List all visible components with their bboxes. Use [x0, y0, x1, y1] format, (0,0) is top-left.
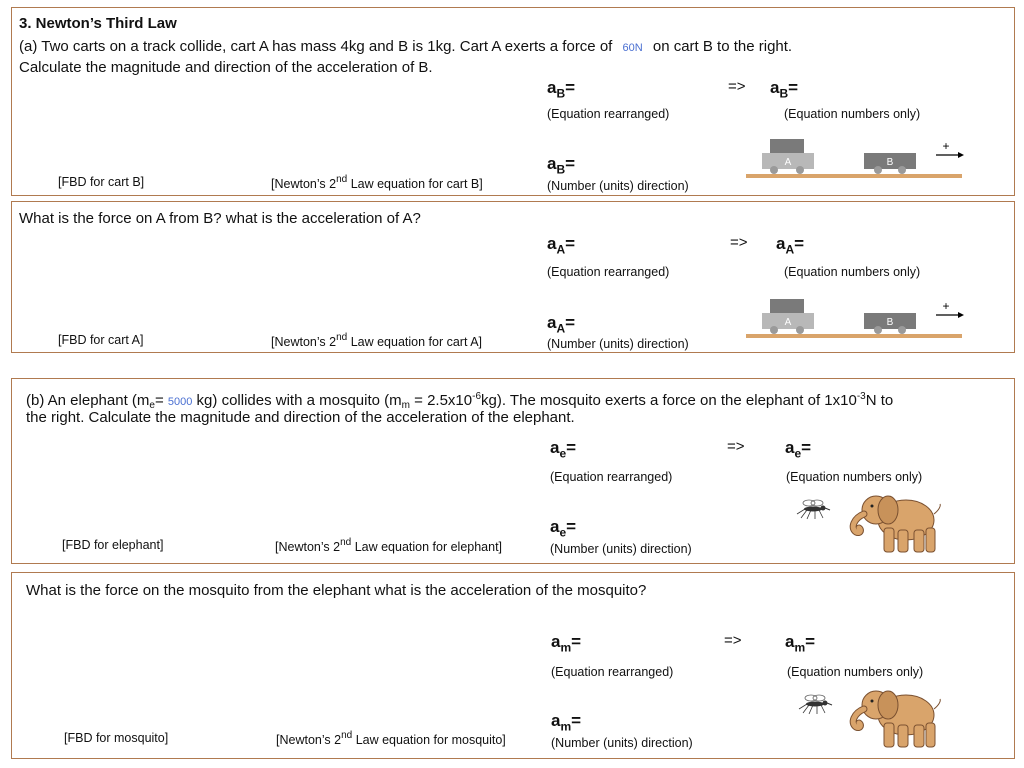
cart-b-wheel — [898, 166, 906, 174]
eq-rearranged-aA: $a_A=$ — [547, 234, 576, 257]
eq-rearranged-am: $a_m=$ — [551, 632, 582, 655]
question-text: on cart B to the right. — [652, 38, 793, 55]
number-units-label: (Number (units) direction) — [551, 736, 693, 750]
cart-b-label: B — [886, 317, 894, 328]
part-a2-question: What is the force on A from B? what is the acceleration of A? — [19, 210, 421, 227]
implies-arrow: => — [727, 438, 745, 455]
part-b-question-line2: the right. Calculate the magnitude and direction of the acceleration of the elephant. — [26, 409, 575, 426]
plus-sign: + — [942, 139, 950, 153]
number-units-label: (Number (units) direction) — [547, 179, 689, 193]
numbers-only-label: (Equation numbers only) — [786, 470, 923, 484]
numbers-only-label: (Equation numbers only) — [787, 665, 924, 679]
fbd-label: [FBD for mosquito] — [64, 731, 169, 745]
elephant-illustration — [846, 683, 946, 751]
cart-a-wheel — [770, 166, 778, 174]
force-value-annotation: 60N — [622, 42, 643, 54]
numbers-only-label: (Equation numbers only) — [784, 265, 921, 279]
cart-b-wheel — [874, 166, 882, 174]
fbd-label: [FBD for elephant] — [62, 538, 164, 552]
cart-a-top — [770, 139, 804, 153]
rearranged-label: (Equation rearranged) — [547, 107, 670, 121]
eq-numbers-ae: $a_e=$ — [785, 438, 812, 461]
newton-law-label: [Newton’s 2nd Law equation for elephant] — [275, 537, 503, 554]
part-a-question-line2: Calculate the magnitude and direction of the acceleration of B. — [19, 59, 433, 76]
numbers-only-label: (Equation numbers only) — [784, 107, 921, 121]
fbd-label: [FBD for cart B] — [58, 175, 145, 189]
part-b2-question: What is the force on the mosquito from the elephant what is the acceleration of the mosquito? — [26, 582, 647, 599]
elephant-illustration — [846, 488, 946, 556]
eq-numbers-aA: $a_A=$ — [776, 234, 805, 257]
eq-final-aB: $a_B=$ — [547, 154, 576, 177]
eq-numbers-aB: $a_B=$ — [770, 78, 799, 101]
cart-b-wheel — [898, 326, 906, 334]
cart-a-label: A — [784, 157, 792, 168]
eq-numbers-am: $a_m=$ — [785, 632, 816, 655]
positive-direction-arrowhead — [958, 152, 964, 158]
plus-sign: + — [942, 299, 950, 313]
cart-a-wheel — [796, 166, 804, 174]
part-a-question-line1 — [19, 38, 792, 57]
number-units-label: (Number (units) direction) — [550, 542, 692, 556]
implies-arrow: => — [728, 78, 746, 95]
fbd-label: [FBD for cart A] — [58, 333, 144, 347]
cart-b-wheel — [874, 326, 882, 334]
question-text: (a) Two carts on a track collide, cart A has mass 4kg and B is 1kg. Cart A exerts a force of — [19, 38, 613, 55]
number-units-label: (Number (units) direction) — [547, 337, 689, 351]
eq-rearranged-aB: $a_B=$ — [547, 78, 576, 101]
mosquito-illustration — [795, 498, 831, 520]
cart-b-label: B — [886, 157, 894, 168]
track — [746, 334, 962, 338]
implies-arrow: => — [724, 632, 742, 649]
newton-law-label: [Newton’s 2nd Law equation for cart A] — [271, 332, 483, 349]
newton-law-label: [Newton’s 2nd Law equation for mosquito] — [276, 730, 506, 747]
section-heading: 3. Newton’s Third Law — [19, 15, 177, 32]
eq-final-aA: $a_A=$ — [547, 313, 576, 336]
mosquito-illustration — [797, 693, 833, 715]
cart-a-wheel — [770, 326, 778, 334]
cart-diagram — [740, 135, 970, 185]
positive-direction-arrowhead — [958, 312, 964, 318]
cart-a-top — [770, 299, 804, 313]
mass-value-annotation: 5000 — [167, 396, 193, 408]
cart-a-label: A — [784, 317, 792, 328]
cart-a-wheel — [796, 326, 804, 334]
rearranged-label: (Equation rearranged) — [550, 470, 673, 484]
eq-final-ae: $a_e=$ — [550, 517, 577, 540]
newton-law-label: [Newton’s 2nd Law equation for cart B] — [271, 174, 483, 191]
part-b-question-line1: (b) An elephant ($m_e= 5000$ kg) collides with a mosquito $(m_m = 2.5x10^{-6}kg)$. The mosquito exerts a force on the elephant of $1x10^{-3}N$ to — [26, 391, 894, 411]
eq-final-am: $a_m=$ — [551, 711, 582, 734]
rearranged-label: (Equation rearranged) — [551, 665, 674, 679]
implies-arrow: => — [730, 234, 748, 251]
cart-diagram — [740, 295, 970, 345]
eq-rearranged-ae: $a_e=$ — [550, 438, 577, 461]
rearranged-label: (Equation rearranged) — [547, 265, 670, 279]
track — [746, 174, 962, 178]
